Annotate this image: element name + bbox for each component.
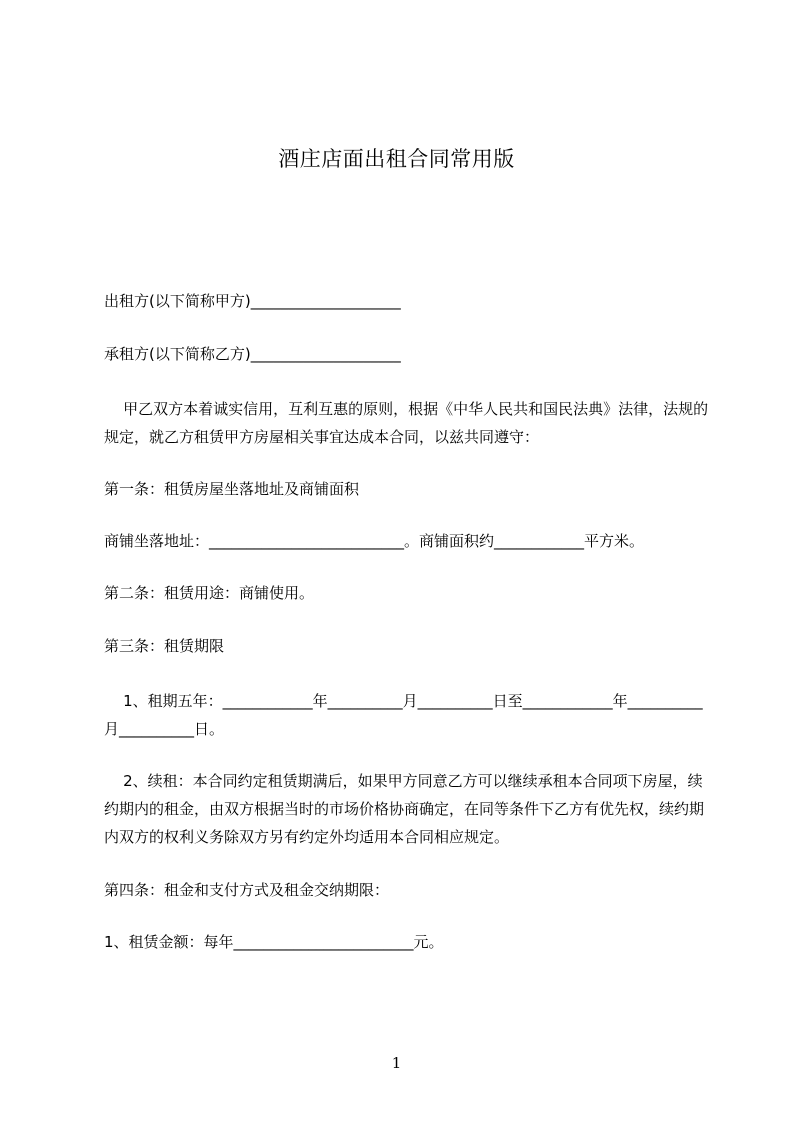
article-3-item-1: 1、租期五年：____________年__________月__________日至____________年__________月__________日。: [104, 692, 703, 738]
lessor-line: 出租方(以下简称甲方)____________________: [104, 292, 401, 310]
article-4-heading: 第四条：租金和支付方式及租金交纳期限：: [104, 881, 390, 899]
document-title: 酒庄店面出租合同常用版: [278, 147, 515, 171]
article-1-address-line: 商铺坐落地址：__________________________。商铺面积约____________平方米。: [104, 532, 645, 550]
article-1-heading: 第一条：租赁房屋坐落地址及商铺面积: [104, 480, 360, 498]
lessee-line: 承租方(以下简称乙方)____________________: [104, 345, 401, 363]
article-3-heading: 第三条：租赁期限: [104, 637, 225, 655]
article-4-item-1: 1、租赁金额：每年________________________元。: [104, 933, 444, 951]
preamble-paragraph: 甲乙双方本着诚实信用，互利互惠的原则，根据《中华人民共和国民法典》法律，法规的规定，就乙方租赁甲方房屋相关事宜达成本合同，以兹共同遵守：: [104, 400, 709, 446]
article-2-line: 第二条：租赁用途：商铺使用。: [104, 584, 315, 602]
article-3-item-2: 2、续租：本合同约定租赁期满后，如果甲方同意乙方可以继续承租本合同项下房屋，续约期内的租金，由双方根据当时的市场价格协商确定，在同等条件下乙方有优先权，续约期内双方的权利义务除双方另有约定外均适用本合同相应规定。: [104, 772, 705, 846]
page-number: 1: [391, 1054, 402, 1072]
